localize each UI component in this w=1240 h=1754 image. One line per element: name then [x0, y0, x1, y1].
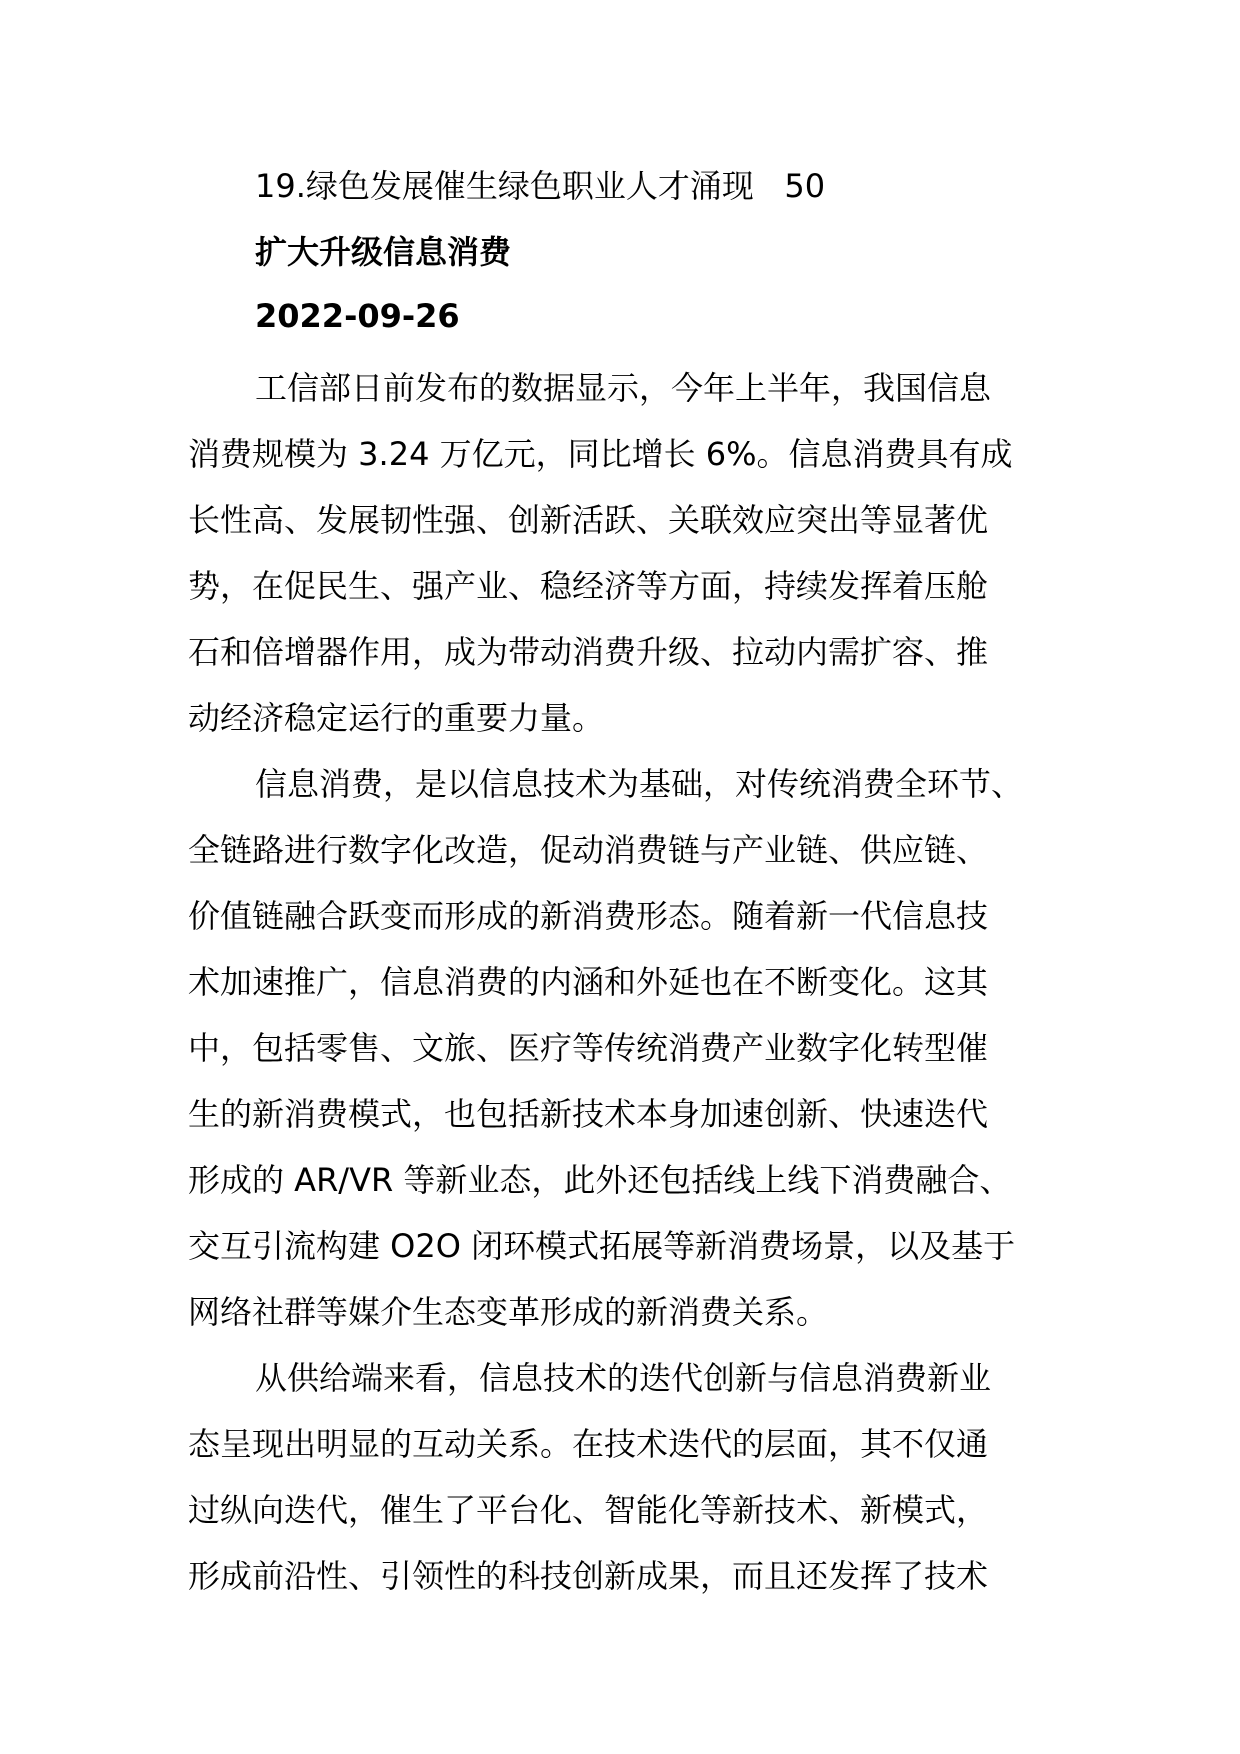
paragraph-3	[188, 1345, 1068, 1609]
text-line: 术加速推广，信息消费的内涵和外延也在不断变化。这其	[188, 963, 989, 1001]
text-line: 信息消费，是以信息技术为基础，对传统消费全环节、	[255, 765, 1024, 803]
text-line: 形成前沿性、引领性的科技创新成果，而且还发挥了技术	[188, 1557, 989, 1595]
text-line: 中，包括零售、文旅、医疗等传统消费产业数字化转型催	[188, 1029, 989, 1067]
text-line: 动经济稳定运行的重要力量。	[188, 699, 605, 737]
text-line: 态呈现出明显的互动关系。在技术迭代的层面，其不仅通	[188, 1425, 989, 1463]
article-date: 2022-09-26	[255, 297, 460, 335]
toc-entry: 19.绿色发展催生绿色职业人才涌现 50	[255, 167, 826, 205]
text-line: 网络社群等媒介生态变革形成的新消费关系。	[188, 1293, 829, 1331]
text-line: 全链路进行数字化改造，促动消费链与产业链、供应链、	[188, 831, 989, 869]
text-line: 工信部日前发布的数据显示，今年上半年，我国信息	[255, 369, 992, 407]
text-line: 消费规模为 3.24 万亿元，同比增长 6%。信息消费具有成	[188, 435, 1013, 473]
text-line: 交互引流构建 O2O 闭环模式拓展等新消费场景，以及基于	[188, 1227, 1016, 1265]
paragraph-2	[188, 751, 1068, 1345]
article-body	[188, 355, 1068, 1609]
text-line: 生的新消费模式，也包括新技术本身加速创新、快速迭代	[188, 1095, 989, 1133]
text-line: 过纵向迭代，催生了平台化、智能化等新技术、新模式，	[188, 1491, 989, 1529]
text-line: 从供给端来看，信息技术的迭代创新与信息消费新业	[255, 1359, 992, 1397]
text-line: 石和倍增器作用，成为带动消费升级、拉动内需扩容、推	[188, 633, 989, 671]
text-line: 价值链融合跃变而形成的新消费形态。随着新一代信息技	[188, 897, 989, 935]
paragraph-1	[188, 355, 1068, 751]
text-line: 势，在促民生、强产业、稳经济等方面，持续发挥着压舱	[188, 567, 989, 605]
text-line: 长性高、发展韧性强、创新活跃、关联效应突出等显著优	[188, 501, 989, 539]
article-title: 扩大升级信息消费	[255, 233, 512, 271]
text-line: 形成的 AR/VR 等新业态，此外还包括线上线下消费融合、	[188, 1161, 1012, 1199]
